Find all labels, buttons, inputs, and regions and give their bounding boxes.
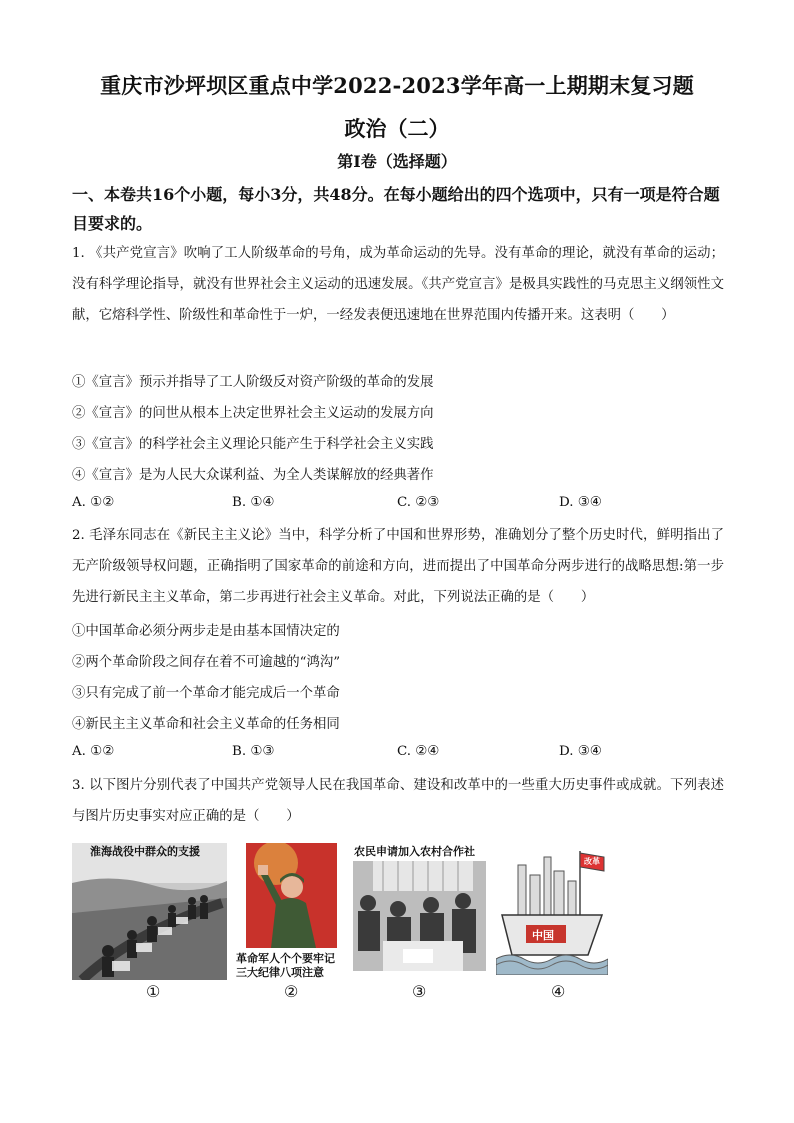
- figure-3-caption: 农民申请加入农村合作社: [354, 845, 475, 858]
- q2-option-d[interactable]: D. ③④: [559, 744, 602, 759]
- figure-4-flag-text: 改革: [584, 856, 600, 866]
- volume-heading: 第Ⅰ卷（选择题）: [337, 152, 457, 171]
- q2-item-2: ②两个革命阶段之间存在着不可逾越的“鸿沟”: [72, 655, 341, 670]
- q2-item-4: ④新民主主义革命和社会主义革命的任务相同: [72, 717, 340, 732]
- q1-stem: 1. 《共产党宣言》吹响了工人阶级革命的号角，成为革命运动的先导。没有革命的理论，就没有革命的运动；没有科学理论指导，就没有世界社会主义运动的迅速发展。《共产党宣言》是极具实践性的马克思主义纲领性文献，它熔科学性、阶级性和革命性于一炉，一经发表便迅速地在世界范围内传播开来。这表明（ ）: [72, 246, 724, 323]
- q1-item-3: ③《宣言》的科学社会主义理论只能产生于科学社会主义实践: [72, 437, 434, 452]
- q1-item-2: ②《宣言》的问世从根本上决定世界社会主义运动的发展方向: [72, 406, 434, 421]
- exam-title: 重庆市沙坪坝区重点中学2022-2023学年高一上期期末复习题: [100, 73, 694, 98]
- section-instruction: 一、本卷共16个小题，每小3分，共48分。在每小题给出的四个选项中，只有一项是符合题目要求的。: [72, 185, 720, 233]
- q3-stem: 3. 以下图片分别代表了中国共产党领导人民在我国革命、建设和改革中的一些重大历史事件或成就。下列表述与图片历史事实对应正确的是（ ）: [72, 778, 724, 824]
- q1-option-b[interactable]: B. ①④: [232, 495, 275, 510]
- figure-1-photo: [72, 843, 227, 980]
- q2-stem: 2. 毛泽东同志在《新民主主义论》当中，科学分析了中国和世界形势，准确划分了整个历史时代，鲜明指出了无产阶级领导权问题，正确指明了国家革命的前途和方向，进而提出了中国革命分两步进行的战略思想:第一步先进行新民主主义革命，第二步再进行社会主义革命。对此，下列说法正确的是（ ）: [72, 528, 724, 605]
- figure-3-photo: [353, 861, 486, 971]
- q1-item-4: ④《宣言》是为人民大众谋利益、为全人类谋解放的经典著作: [72, 468, 434, 483]
- exam-subject: 政治（二）: [344, 116, 450, 141]
- figure-2-poster: [246, 843, 337, 948]
- q1-options: [72, 495, 724, 517]
- q2-item-3: ③只有完成了前一个革命才能完成后一个革命: [72, 686, 340, 701]
- figure-4-ship-label: 中国: [532, 929, 554, 942]
- figure-2-caption-line2: 三大纪律八项注意: [236, 966, 324, 979]
- q1-option-d[interactable]: D. ③④: [559, 495, 602, 510]
- figure-2-caption-line1: 革命军人个个要牢记: [236, 952, 335, 965]
- figure-3-number: ③: [412, 982, 427, 1001]
- figure-2-number: ②: [284, 982, 299, 1001]
- q1-option-a[interactable]: A. ①②: [72, 495, 115, 510]
- q2-option-b[interactable]: B. ①③: [232, 744, 275, 759]
- q1-item-1: ①《宣言》预示并指导了工人阶级反对资产阶级的革命的发展: [72, 375, 434, 390]
- figure-4-number: ④: [551, 982, 566, 1001]
- q1-option-c[interactable]: C. ②③: [397, 495, 440, 510]
- q2-item-1: ①中国革命必须分两步走是由基本国情决定的: [72, 624, 340, 639]
- q2-option-c[interactable]: C. ②④: [397, 744, 440, 759]
- q2-options: [72, 744, 724, 766]
- figure-1-number: ①: [146, 982, 161, 1001]
- q2-option-a[interactable]: A. ①②: [72, 744, 115, 759]
- figure-1-caption: 淮海战役中群众的支援: [90, 845, 200, 858]
